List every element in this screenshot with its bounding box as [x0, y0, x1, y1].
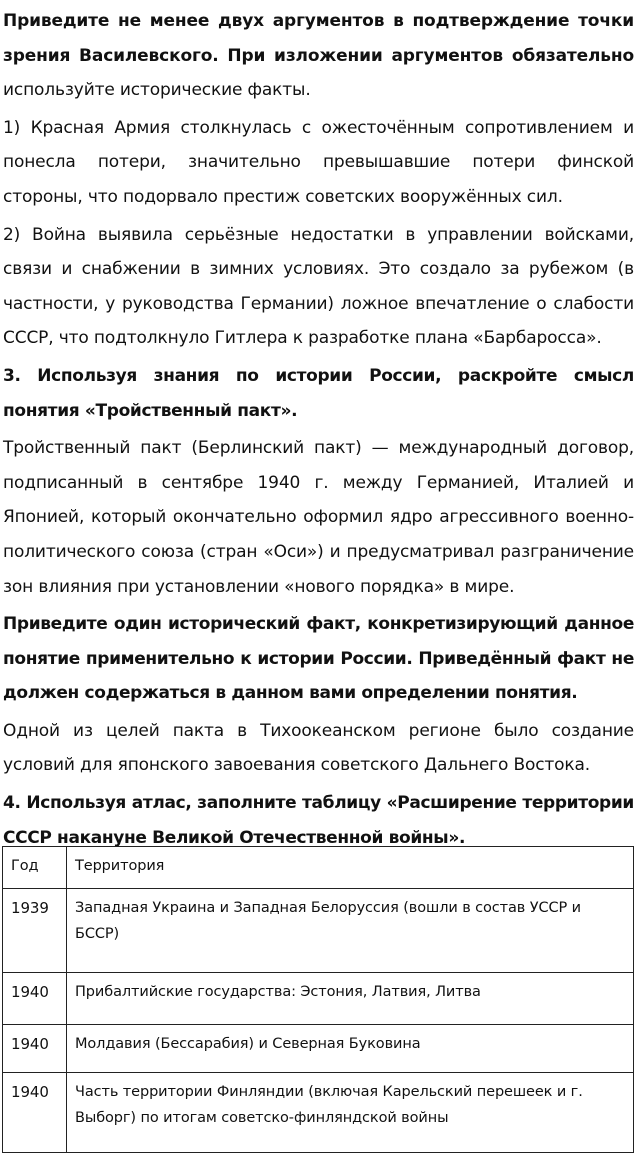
header-year: Год [3, 847, 67, 889]
answer-3: Тройственный пакт (Берлинский пакт) — международный договор, подписанный в сентябре 1940 г. между Германией, Италией и Японией, который окончательно оформил ядро агрессивного военно-политического союза (стран «Оси») и предусматривал разграничение зон влияния при установлении «нового порядка» в мире. [3, 438, 634, 597]
row-territory: Прибалтийские государства: Эстония, Латвия, Литва [67, 973, 634, 1025]
question-3-fact: Приведите один исторический факт, конкретизирующий данное понятие применительно к истории России. Приведённый факт не должен содержаться в данном вами определении понятия. [3, 614, 634, 704]
question-arguments-bold: Приведите не менее двух аргументов в подтверждение точки зрения Василевского. При изложении аргументов обязательно [3, 11, 634, 66]
header-territory: Территория [67, 847, 634, 889]
territory-table [2, 846, 634, 1153]
row-territory: Западная Украина и Западная Белоруссия (вошли в состав УССР и БССР) [67, 889, 634, 973]
table-row [3, 1025, 634, 1073]
question-arguments-tail: используйте исторические факты. [3, 80, 311, 101]
question-4: 4. Используя атлас, заполните таблицу «Расширение территории СССР накануне Великой Отечественной войны». [3, 793, 634, 848]
table-row [3, 973, 634, 1025]
answer-3-fact: Одной из целей пакта в Тихоокеанском регионе было создание условий для японского завоевания советского Дальнего Востока. [3, 720, 634, 776]
row-year: 1939 [3, 889, 67, 973]
row-year: 1940 [3, 1025, 67, 1073]
table-row [3, 889, 634, 973]
question-3: 3. Используя знания по истории России, раскройте смысл понятия «Тройственный пакт». [3, 365, 634, 421]
row-territory: Часть территории Финляндии (включая Карельский перешеек и г. Выборг) по итогам советско-финляндской войны [67, 1073, 634, 1153]
row-territory: Молдавия (Бессарабия) и Северная Буковина [67, 1025, 634, 1073]
row-year: 1940 [3, 1073, 67, 1153]
argument-2: 2) Война выявила серьёзные недостатки в управлении войсками, связи и снабжении в зимних условиях. Это создало за рубежом (в частности, у руководства Германии) ложное впечатление о слабости СССР, что подтолкнуло Гитлера к разработке плана «Барбаросса». [3, 224, 634, 349]
question-arguments [3, 4, 634, 108]
row-year: 1940 [3, 973, 67, 1025]
argument-1: 1) Красная Армия столкнулась с ожесточённым сопротивлением и понесла потери, значительно превышавшие потери финской стороны, что подорвало престиж советских вооружённых сил. [3, 117, 634, 207]
table-row [3, 1073, 634, 1153]
table-header-row [3, 847, 634, 889]
